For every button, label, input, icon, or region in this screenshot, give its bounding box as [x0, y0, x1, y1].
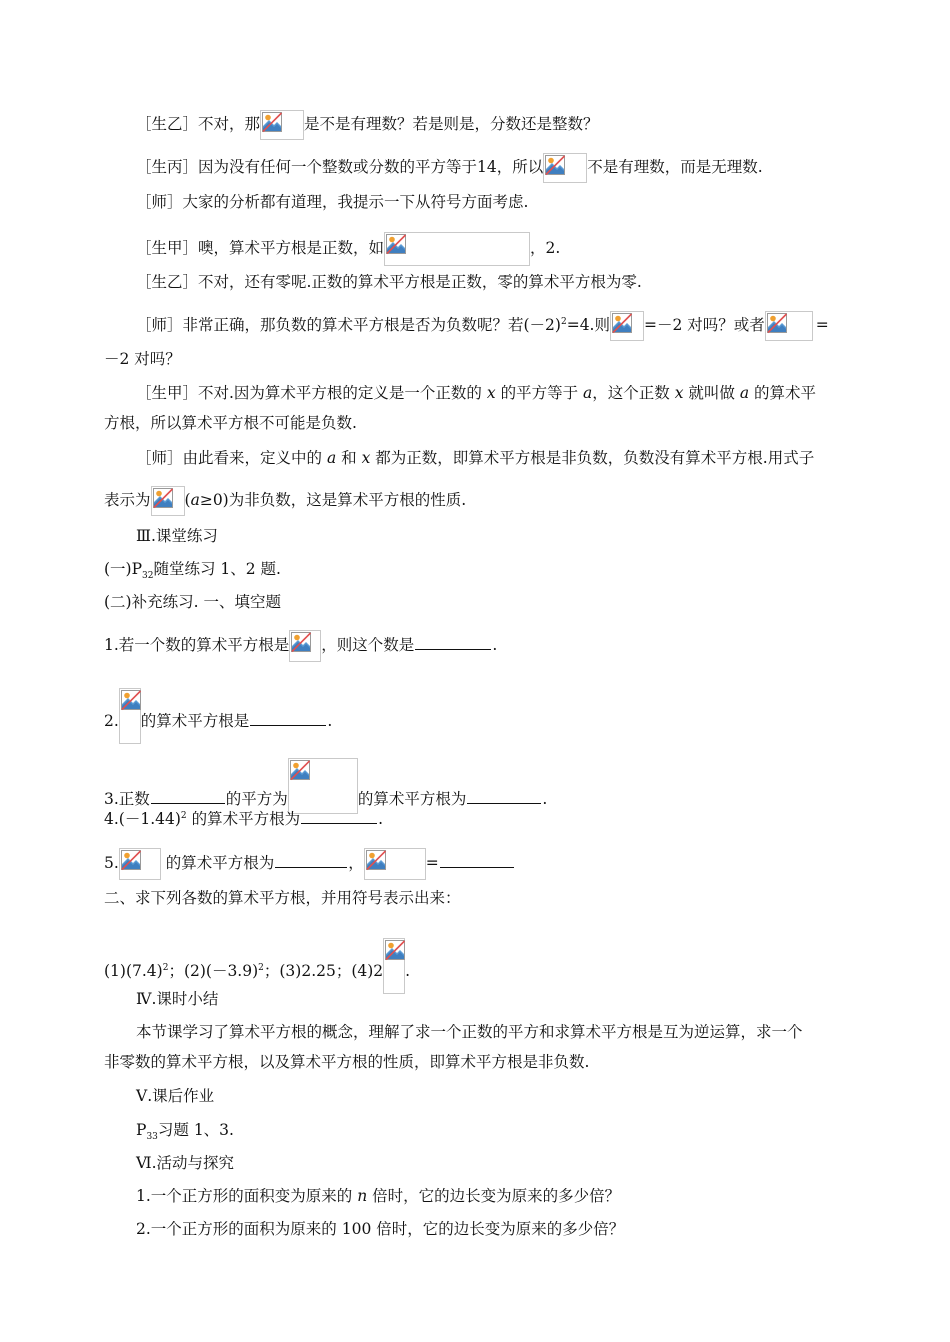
answer-blank [275, 866, 347, 868]
formula-image [364, 848, 426, 880]
dialogue-line-11: 表示为 (a≥0)为非负数，这是算术平方根的性质. [104, 486, 466, 516]
formula-image [119, 848, 161, 880]
broken-image-icon [611, 312, 633, 334]
question-2: 2. 的算术平方根是 . [104, 688, 332, 744]
question-1: 1.若一个数的算术平方根是 ，则这个数是 . [104, 630, 497, 662]
formula-image [765, 311, 813, 341]
formula-image [288, 758, 358, 814]
section-heading-4: Ⅳ.课时小结 [136, 990, 219, 1008]
broken-image-icon [290, 631, 312, 653]
section-heading-6: Ⅵ.活动与探究 [136, 1154, 235, 1172]
section-heading-3: Ⅲ.课堂练习 [136, 527, 218, 545]
practice-line-2: (二)补充练习. 一、填空题 [104, 593, 281, 611]
practice-line-1: (一)$P_{32}$随堂练习 1、2 题. [104, 560, 281, 582]
answer-blank [151, 802, 225, 804]
section-heading-5: Ⅴ.课后作业 [136, 1087, 215, 1105]
dialogue-line-9: 方根，所以算术平方根不可能是负数. [104, 414, 357, 432]
formula-image [610, 311, 644, 341]
formula-image [119, 688, 141, 744]
answer-blank [250, 724, 326, 726]
dialogue-line-2: ［生丙］因为没有任何一个整数或分数的平方等于14，所以 不是有理数，而是无理数. [136, 153, 763, 183]
formula-image [384, 232, 530, 266]
activity-1: 1.一个正方形的面积变为原来的 n 倍时，它的边长变为原来的多少倍？ [136, 1187, 621, 1205]
broken-image-icon [261, 111, 283, 133]
question-5: 5. 的算术平方根为 ， = [104, 848, 515, 880]
formula-image [151, 486, 185, 516]
answer-blank [440, 866, 514, 868]
formula-image [260, 110, 304, 140]
broken-image-icon [766, 312, 788, 334]
broken-image-icon [365, 849, 387, 871]
question-4: $4.(-1.44)^2$ 的算术平方根为 . [104, 810, 384, 828]
dialogue-line-3: ［师］大家的分析都有道理，我提示一下从符号方面考虑. [136, 193, 529, 211]
question-3: 3.正数 的平方为 的算术平方根为 . [104, 758, 547, 814]
broken-image-icon [384, 939, 406, 961]
answer-blank [467, 802, 541, 804]
exercise-items: $(1)(7.4)^2$；$(2)(-3.9)^2$；(3)2.25；(4)2 . [104, 938, 410, 994]
activity-2: 2.一个正方形的面积为原来的 100 倍时，它的边长变为原来的多少倍？ [136, 1220, 625, 1238]
exercise-heading: 二、求下列各数的算术平方根，并用符号表示出来： [104, 889, 461, 907]
formula-image [289, 630, 321, 662]
dialogue-line-5: ［生乙］不对，还有零呢.正数的算术平方根是正数，零的算术平方根为零. [136, 273, 642, 291]
homework-line: $P_{33}$习题 1、3. [136, 1121, 234, 1143]
dialogue-line-8: ［生甲］不对.因为算术平方根的定义是一个正数的 x 的平方等于 a，这个正数 x 就叫做 a 的算术平 [136, 384, 817, 402]
formula-image [383, 938, 405, 994]
answer-blank [415, 648, 491, 650]
formula-image [543, 153, 587, 183]
broken-image-icon [544, 154, 566, 176]
broken-image-icon [120, 849, 142, 871]
broken-image-icon [152, 487, 174, 509]
dialogue-line-4: ［生甲］噢，算术平方根是正数，如 ，2. [136, 232, 560, 266]
broken-image-icon [120, 689, 142, 711]
dialogue-line-10: ［师］由此看来，定义中的 a 和 x 都为正数，即算术平方根是非负数，负数没有算术平方根.用式子 [136, 449, 815, 467]
dialogue-line-1: ［生乙］不对，那 是不是有理数？若是则是，分数还是整数？ [136, 110, 599, 140]
summary-line-1: 本节课学习了算术平方根的概念，理解了求一个正数的平方和求算术平方根是互为逆运算，求一个 [136, 1023, 803, 1041]
answer-blank [301, 822, 377, 824]
broken-image-icon [289, 759, 311, 781]
summary-line-2: 非零数的算术平方根，以及算术平方根的性质，即算术平方根是非负数. [104, 1053, 590, 1071]
dialogue-line-6: ［师］非常正确，那负数的算术平方根是否为负数呢？若$(-2)^2=4$.则 =－2 对吗？或者 = [136, 311, 829, 341]
broken-image-icon [385, 233, 407, 255]
dialogue-line-7: －2 对吗？ [104, 350, 181, 368]
